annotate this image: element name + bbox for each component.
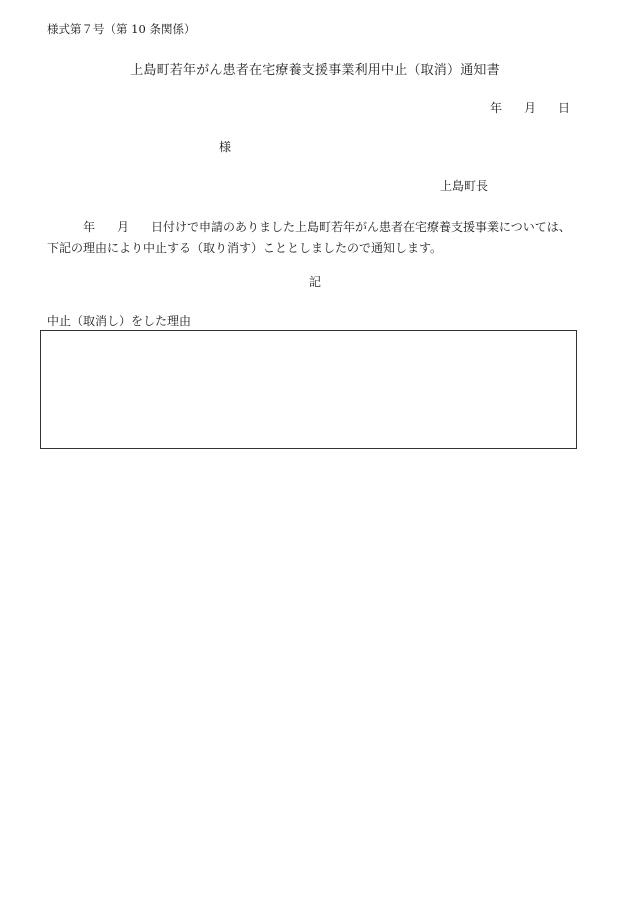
notice-body-line-2: 下記の理由により中止する（取り消す）こととしましたので通知します。: [47, 241, 443, 255]
addressee-suffix: 様: [219, 140, 232, 154]
reason-label: 中止（取消し）をした理由: [47, 314, 192, 328]
notice-body: [47, 217, 571, 259]
date-day-label: 日: [557, 101, 570, 115]
notice-body-line-1: [47, 217, 571, 238]
reason-box[interactable]: [40, 330, 577, 449]
document-title: 上島町若年がん患者在宅療養支援事業利用中止（取消）通知書: [130, 63, 500, 78]
body-month-label: 月: [117, 220, 130, 234]
date-line: [490, 102, 570, 114]
issuer-name: 上島町長: [440, 179, 489, 193]
body-line1-rest: 日付けで申請のありました上島町若年がん患者在宅療養支援事業については、: [151, 220, 571, 234]
form-number: 様式第７号（第 10 条関係）: [47, 22, 196, 36]
body-year-label: 年: [83, 220, 96, 234]
date-year-label: 年: [489, 101, 502, 115]
date-month-label: 月: [523, 101, 536, 115]
ki-heading: 記: [308, 275, 321, 289]
